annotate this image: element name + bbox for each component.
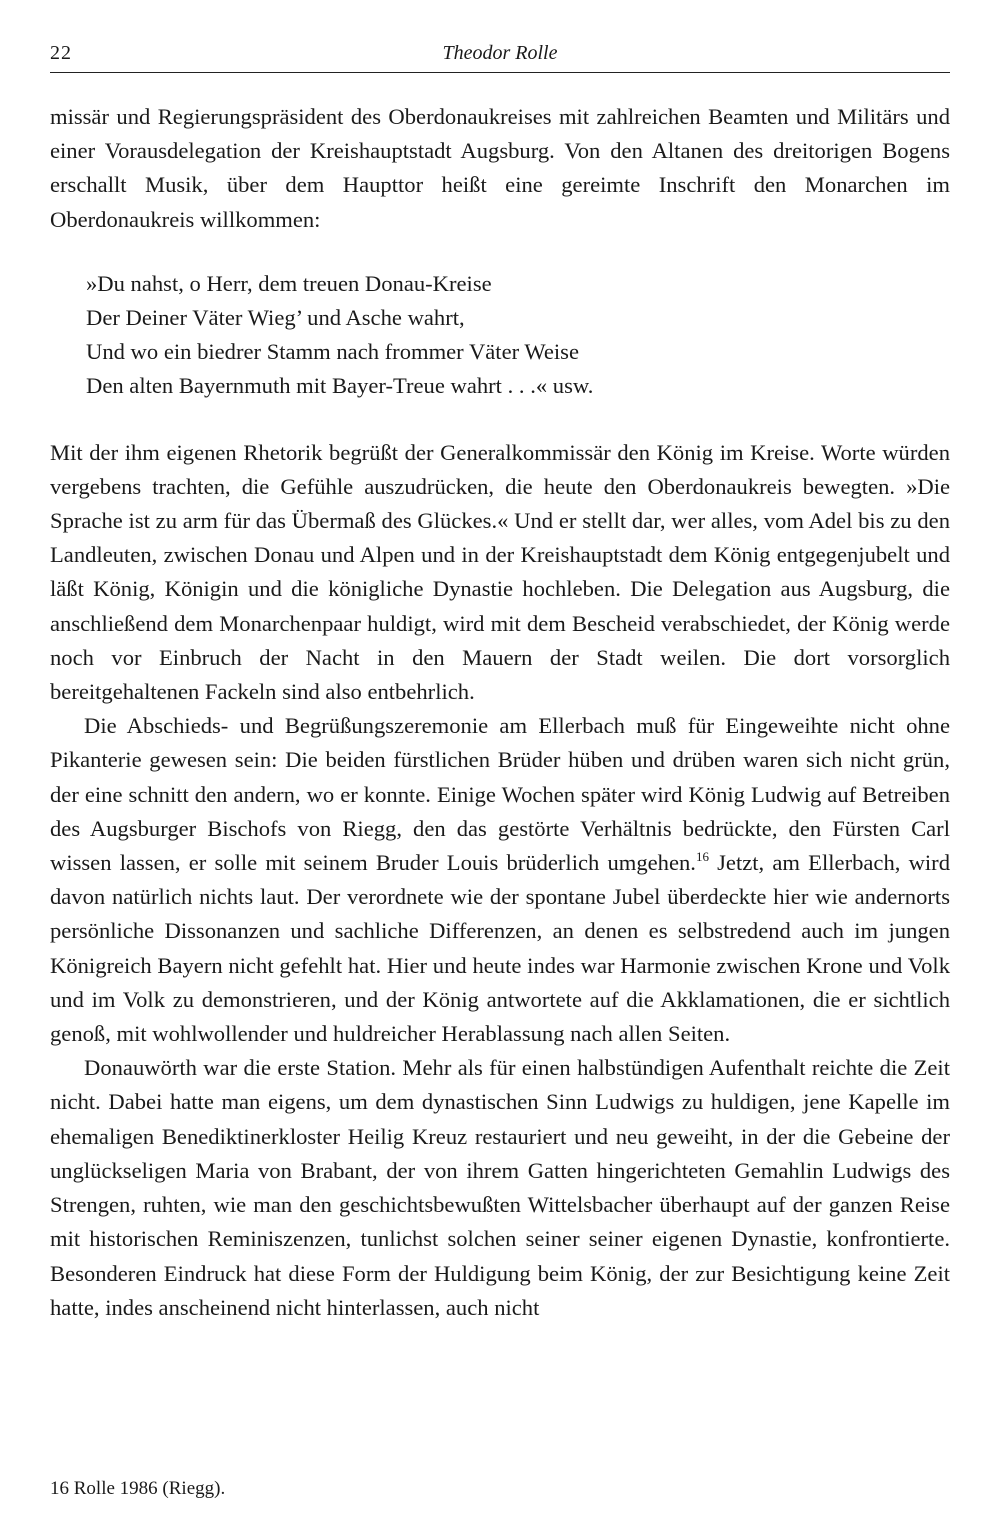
page-header [50,38,950,73]
page-number: 22 [50,42,72,64]
verse-block [86,267,950,404]
paragraph-1: missär und Regierungspräsident des Oberdonaukreises mit zahlreichen Beamten und Militärs und einer Vorausdelegation der Kreishauptstadt Augsburg. Von den Altanen des dreitorigen Bogens erschallt Musik, über dem Haupttor heißt eine gereimte Inschrift den Monarchen im Oberdonaukreis willkommen: [50,104,950,232]
verse-line: Den alten Bayernmuth mit Bayer-Treue wahrt . . .« usw. [86,373,594,399]
footnote-reference[interactable]: 16 [695,849,709,865]
verse-line: Der Deiner Väter Wieg’ und Asche wahrt, [86,305,465,331]
paragraph-2: Mit der ihm eigenen Rhetorik begrüßt der Generalkommissär den König im Kreise. Worte würden vergebens trachten, die Gefühle auszudrücken, die heute den Oberdonaukreis bewegten. »Die Sprache ist zu arm für das Übermaß des Glückes.« Und er stellt dar, wer alles, vom Adel bis zu den Landleuten, zwischen Donau und Alpen und in der Kreishauptstadt dem König entgegenjubelt und läßt König, Königin und die königliche Dynastie hochleben. Die Delegation aus Augsburg, die anschließend dem Monarchenpaar huldigt, wird mit dem Bescheid verabschiedet, der König werde noch vor Einbruch der Nacht in den Mauern der Stadt weilen. Die dort vorsorglich bereitgehaltenen Fackeln sind also entbehrlich. [50,439,950,705]
running-head: Theodor Rolle [442,42,558,64]
verse-line: »Du nahst, o Herr, dem treuen Donau-Kreise [86,270,492,296]
verse-line: Und wo ein biedrer Stamm nach frommer Väter Weise [86,339,580,365]
paragraph-3-text-b: Jetzt, am Ellerbach, wird davon natürlich nichts laut. Der verordnete wie der spontane Jubel überdeckte hier wie andernorts persönliche Dissonanzen und sachliche Differenzen, an denen es selbstredend auch im jungen Königreich Bayern nicht gefehlt hat. Hier und heute indes war Harmonie zwischen Krone und Volk und im Volk zu demonstrieren, und der König antwortete auf die Akklamationen, die er sichtlich genoß, mit wohlwollender und huldreicher Herablassung nach allen Seiten. [50,850,950,1047]
paragraph-3 [50,709,950,1051]
paragraph-4: Donauwörth war die erste Station. Mehr als für einen halbstündigen Aufenthalt reichte die Zeit nicht. Dabei hatte man eigens, um dem dynastischen Sinn Ludwigs zu huldigen, jene Kapelle im ehemaligen Benediktinerkloster Heilig Kreuz restauriert und neu geweiht, in der die Gebeine der unglückseligen Maria von Brabant, der von ihrem Gatten hingerichteten Gemahlin Ludwigs des Strengen, ruhten, wie man den geschichtsbewußten Wittelsbacher überhaupt auf der ganzen Reise mit historischen Reminiszenzen, tunlichst solchen seiner seiner eigenen Dynastie, konfrontierte. Besonderen Eindruck hat diese Form der Huldigung beim König, der zur Besichtigung keine Zeit hatte, indes anscheinend nicht hinterlassen, auch nicht [50,1055,950,1320]
body-text [50,100,950,1325]
footnote: 16 Rolle 1986 (Riegg). [50,1478,226,1499]
paragraph-3-text-a: Die Abschieds- und Begrüßungszeremonie am Ellerbach muß für Eingeweihte nicht ohne Pikanterie gewesen sein: Die beiden fürstlichen Brüder hüben und drüben waren sich nicht grün, der eine schnitt den andern, wo er konnte. Einige Wochen später wird König Ludwig auf Betreiben des Augsburger Bischofs von Riegg, den das gestörte Verhältnis bedrückte, den Fürsten Carl wissen lassen, er solle mit seinem Bruder Louis brüderlich umgehen. [50,713,950,876]
